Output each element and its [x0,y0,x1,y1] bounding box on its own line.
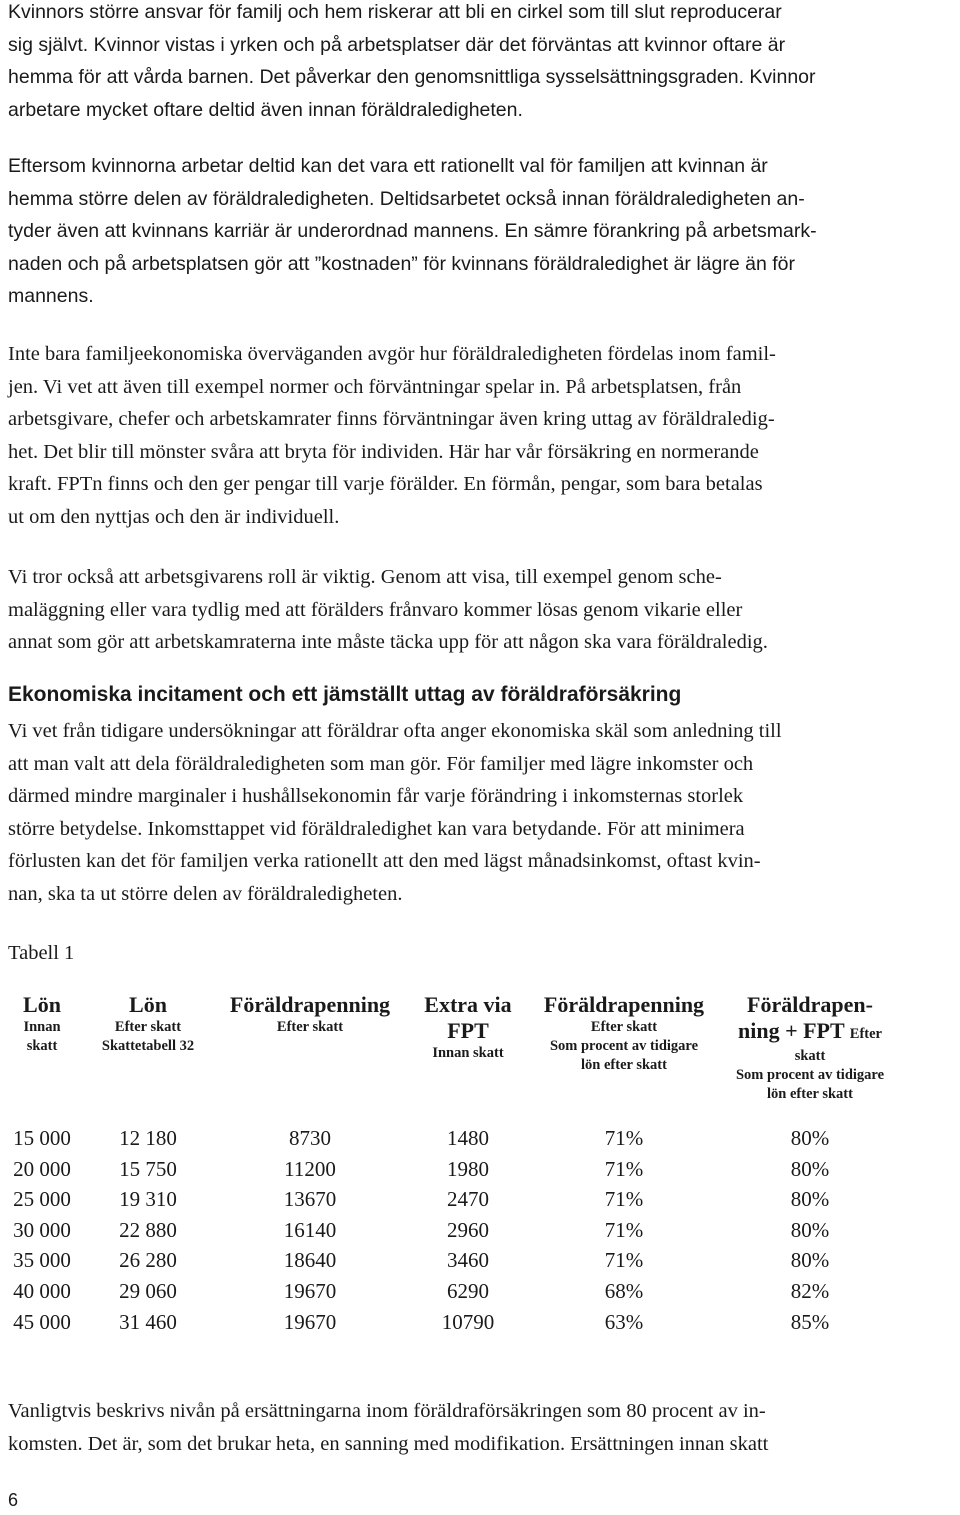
text-line: större betydelse. Inkomsttappet vid föräldraledighet kan vara betydande. För att minimera [8,817,745,840]
table-cell: 63% [604,1309,644,1334]
column-header-parental-benefit: Föräldrapenning Efter skatt [229,992,391,1035]
table-cell: 25 000 [13,1187,71,1212]
text-line: naden och på arbetsplatsen gör att ”kostnaden” för kvinnans föräldraledighet är lägre än för [8,252,795,275]
text-line: komsten. Det är, som det brukar heta, en sanning med modifikation. Ersättningen innan skatt [8,1432,769,1455]
table-cell: 18640 [283,1248,337,1273]
column-header-extra-fpt: Extra via FPT Innan skatt [424,992,512,1061]
text-line: tyder även att kvinnans karriär är underordnad mannens. En sämre förankring på arbetsmark- [8,220,817,242]
text-line: arbetsgivare, chefer och arbetskamrater finns förväntningar även kring uttag av föräldraledig- [8,408,775,430]
table-cell: 12 180 [119,1126,177,1150]
table-cell: 6290 [447,1278,489,1303]
table-cell: 1980 [447,1156,489,1181]
text-line: att man valt att dela föräldraledigheten som man gör. För familjer med lägre inkomster och [8,752,754,775]
text-line: Vi tror också att arbetsgivarens roll är viktig. Genom att visa, till exempel genom sche- [8,566,722,588]
text-line: sig självt. Kvinnor vistas i yrken och på arbetsplatser där det förväntas att kvinnor oftare är [8,33,786,56]
column-header-salary-after-tax: Lön Efter skatt Skattetabell 32 [101,992,195,1054]
table-row [0,1154,960,1185]
table-row [0,1184,960,1215]
column-header-benefit-fpt-percent: Föräldrapen- ning + FPT Efter skatt Som procent av tidigare lön efter skatt [735,992,885,1102]
table-cell: 13670 [283,1187,337,1212]
text-line: Eftersom kvinnorna arbetar deltid kan det vara ett rationellt val för familjen att kvinnan är [8,155,768,177]
table-row [0,1215,960,1246]
text-line: maläggning eller vara tydlig med att förälders frånvaro kommer lösas genom vikarie eller [8,598,743,621]
text-line: Vi vet från tidigare undersökningar att föräldrar ofta anger ekonomiska skäl som anledning till [8,720,782,742]
table-cell: 80% [790,1156,830,1181]
paragraph-employer [8,561,956,659]
paragraph-norms [8,338,956,533]
table-cell: 45 000 [13,1309,71,1334]
table-cell: 22 880 [119,1217,177,1242]
text-line: mannens. [8,285,94,307]
paragraph-compensation [8,1395,956,1460]
text-line: hemma för att vårda barnen. Det påverkar den genomsnittliga sysselsättningsgraden. Kvinnor [8,66,816,88]
table-cell: 80% [790,1248,830,1273]
column-header-salary: Lön Innan skatt [23,992,61,1054]
table-cell: 2960 [447,1217,489,1242]
text-line: jen. Vi vet att även till exempel normer och förväntningar spelar in. På arbetsplatsen, från [8,375,742,398]
table-cell: 29 060 [119,1278,177,1303]
section-heading: Ekonomiska incitament och ett jämställt uttag av föräldraförsäkring [8,683,682,706]
table-cell: 19670 [283,1278,337,1303]
table-cell: 80% [790,1217,830,1242]
text-line: het. Det blir till mönster svåra att bryta för individen. Här har vår försäkring en normerande [8,440,759,463]
text-line: hemma större delen av föräldraledigheten. Deltidsarbetet också innan föräldraledigheten an- [8,187,805,210]
table-cell: 80% [790,1126,830,1150]
text-line: förlusten kan det för familjen verka rationellt att den med lägst månadsinkomst, oftast kvin- [8,850,761,872]
table-cell: 3460 [447,1248,489,1273]
table-cell: 2470 [447,1187,489,1212]
table-cell: 71% [604,1156,644,1181]
table-cell: 26 280 [119,1248,177,1273]
table-row [0,1276,960,1307]
paragraph-part-time [8,150,956,313]
table-cell: 68% [604,1278,644,1303]
table-cell: 40 000 [13,1278,71,1303]
table-cell: 19 310 [119,1187,177,1212]
table-caption: Tabell 1 [8,942,75,964]
table-cell: 85% [790,1309,830,1334]
table-row [0,1307,960,1338]
table-cell: 35 000 [13,1248,71,1273]
table-cell: 30 000 [13,1217,71,1242]
text-line: Kvinnors större ansvar för familj och hem riskerar att bli en cirkel som till slut reproducerar [8,1,782,23]
text-line: nan, ska ta ut större delen av föräldraledigheten. [8,882,403,905]
table-cell: 31 460 [119,1309,177,1334]
text-line: Vanligtvis beskrivs nivån på ersättningarna inom föräldraförsäkringen som 80 procent av in- [8,1400,766,1422]
text-line: annat som gör att arbetskamraterna inte måste täcka upp för att någon ska vara föräldraledig. [8,631,768,653]
table-cell: 71% [604,1217,644,1242]
table-cell: 71% [604,1248,644,1273]
text-line: ut om den nyttjas och den är individuell. [8,505,340,528]
text-line: arbetare mycket oftare deltid även innan föräldraledigheten. [8,98,523,121]
table-cell: 82% [790,1278,830,1303]
intro-paragraph [8,0,956,126]
text-line: Inte bara familjeekonomiska överväganden avgör hur föräldraledigheten fördelas inom famil- [8,343,776,365]
table-cell: 11200 [284,1156,336,1181]
paragraph-economics [8,715,956,910]
table-cell: 71% [604,1126,644,1150]
text-line: kraft. FPTn finns och den ger pengar till varje förälder. En förmån, pengar, som bara betalas [8,473,763,495]
table-cell: 80% [790,1187,830,1212]
text-line: därmed mindre marginaler i hushållsekonomin får varje förändring i inkomsternas storlek [8,785,744,807]
table-cell: 15 000 [13,1126,71,1150]
table-row [0,1123,960,1154]
table-row [0,1245,960,1276]
table-cell: 15 750 [119,1156,177,1181]
table-body [0,1123,960,1337]
table-cell: 1480 [447,1126,489,1150]
page-number: 6 [8,1490,19,1510]
table-cell: 71% [604,1187,644,1212]
table-cell: 20 000 [13,1156,71,1181]
table-cell: 16140 [283,1217,337,1242]
table-cell: 8730 [289,1126,331,1150]
table-cell: 10790 [441,1309,495,1334]
table-cell: 19670 [283,1309,337,1334]
column-header-benefit-percent: Föräldrapenning Efter skatt Som procent av tidigare lön efter skatt [543,992,705,1073]
